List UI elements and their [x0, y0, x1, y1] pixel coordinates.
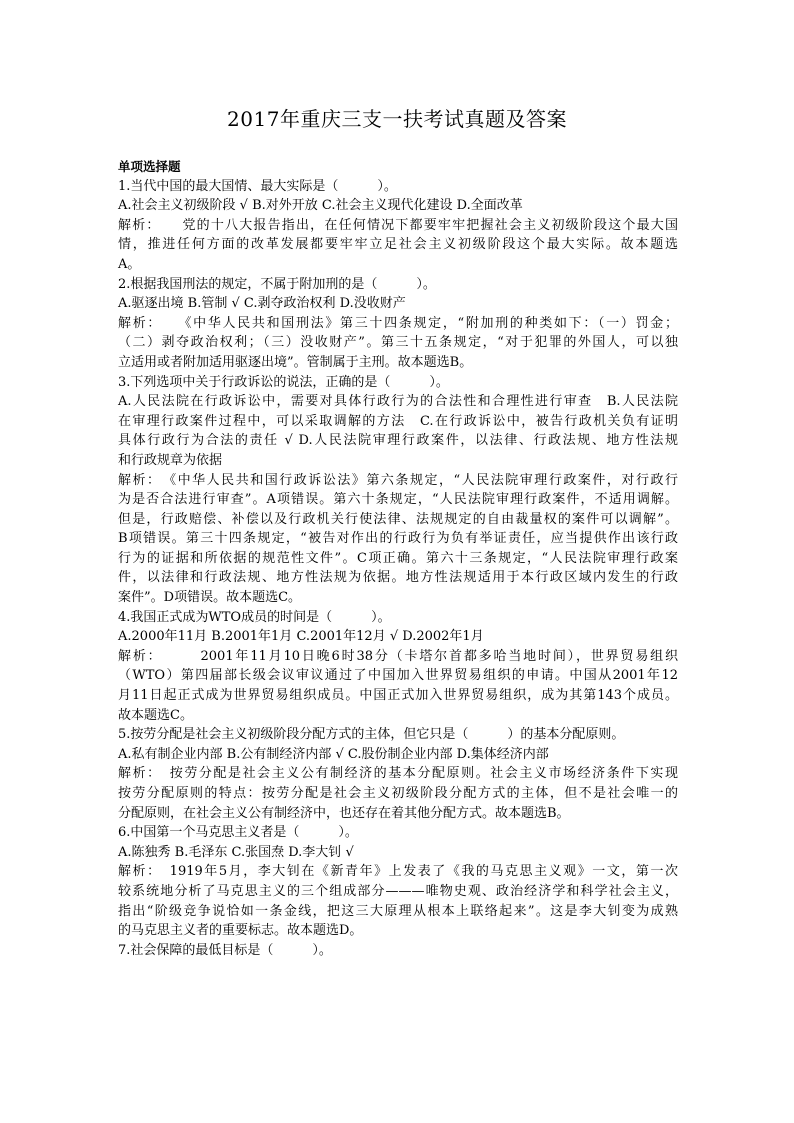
question-1-analysis: 解析： 党的十八大报告指出，在任何情况下都要牢牢把握社会主义初级阶段这个最大国 — [118, 217, 678, 233]
question-4-analysis: 解析： 2001年11月10日晚6时38分（卡塔尔首都多哈当地时间），世界贸易组织 — [118, 648, 678, 664]
question-1-options: A.社会主义初级阶段 √ B.对外开放 C.社会主义现代化建设 D.全面改革 — [118, 198, 523, 214]
question-7: 7.社会保障的最低目标是（ ）。 — [118, 942, 332, 958]
question-3-options: 在审理行政案件过程中，可以采取调解的方法 C.在行政诉讼中，被告行政机关负有证明 — [118, 413, 678, 429]
question-6: 6.中国第一个马克思主义者是（ ）。 — [118, 825, 358, 841]
question-3-analysis: 行为的证据和所依据的规范性文件”。C项正确。第六十三条规定，“人民法院审理行政案 — [118, 550, 678, 566]
question-3-options: 具体行政行为合法的责任 √ D.人民法院审理行政案件，以法律、行政法规、地方性法规 — [118, 433, 678, 449]
question-4: 4.我国正式成为WTO成员的时间是（ ）。 — [118, 609, 391, 625]
question-4-analysis: 故本题选C。 — [118, 707, 193, 723]
question-5: 5.按劳分配是社会主义初级阶段分配方式的主体，但它只是（ ）的基本分配原则。 — [118, 727, 625, 743]
question-5-analysis: 按劳分配原则的特点：按劳分配是社会主义初级阶段分配方式的主体，但不是社会唯一的 — [118, 786, 678, 801]
question-6-options: A.陈独秀 B.毛泽东 C.张国焘 D.李大钊 √ — [118, 844, 354, 860]
question-1-analysis: 情，推进任何方面的改革发展都要牢牢立足社会主义初级阶段这个最大实际。故本题选 — [118, 237, 678, 253]
question-2: 2.根据我国刑法的规定，不属于附加刑的是（ ）。 — [118, 276, 436, 292]
question-3-analysis: 为是否合法进行审查”。A项错误。第六十条规定，“人民法院审理行政案件，不适用调解。 — [118, 492, 678, 508]
question-3-analysis: 但是，行政赔偿、补偿以及行政机关行使法律、法规规定的自由裁量权的案件可以调解”。 — [118, 511, 678, 527]
question-4-analysis: （WTO）第四届部长级会议审议通过了中国加入世界贸易组织的申请。中国从2001年12 — [118, 668, 678, 684]
question-2-analysis: 解析： 《中华人民共和国刑法》第三十四条规定，“附加刑的种类如下：（一）罚金； — [118, 315, 678, 331]
question-3-analysis: B项错误。第三十四条规定，“被告对作出的行政行为负有举证责任，应当提供作出该行政 — [118, 531, 678, 547]
question-1-analysis: A。 — [118, 256, 141, 272]
question-5-analysis: 解析： 按劳分配是社会主义公有制经济的基本分配原则。社会主义市场经济条件下实现 — [118, 766, 678, 782]
question-6-analysis: 指出“阶级竞争说恰如一条金线，把这三大原理从根本上联络起来”。这是李大钊变为成熟 — [118, 903, 678, 919]
question-3-options: 和行政规章为依据 — [118, 452, 223, 468]
document-body — [118, 157, 678, 960]
question-5-options: A.私有制企业内部 B.公有制经济内部 √ C.股份制企业内部 D.集体经济内部 — [118, 746, 549, 762]
question-3-options: A.人民法院在行政诉讼中，需要对具体行政行为的合法性和合理性进行审查 B.人民法院 — [118, 394, 678, 410]
section-heading: 单项选择题 — [118, 159, 181, 174]
question-3-analysis: 件，以法律和行政法规、地方性法规为依据。地方性法规适用于本行政区域内发生的行政 — [118, 570, 678, 586]
question-2-options: A.驱逐出境 B.管制 √ C.剥夺政治权利 D.没收财产 — [118, 296, 406, 312]
question-5-analysis: 分配原则，在社会主义公有制经济中，也还存在着其他分配方式。故本题选B。 — [118, 805, 570, 821]
question-3-analysis: 案件”。D项错误。故本题选C。 — [118, 590, 302, 606]
document-title: 2017年重庆三支一扶考试真题及答案 — [227, 107, 567, 131]
question-4-options: A.2000年11月 B.2001年1月 C.2001年12月 √ D.2002年1月 — [118, 629, 484, 645]
question-6-analysis: 解析： 1919年5月，李大钊在《新青年》上发表了《我的马克思主义观》一文，第一次 — [118, 864, 678, 880]
question-6-analysis: 的马克思主义者的重要标志。故本题选D。 — [118, 923, 363, 939]
question-4-analysis: 月11日起正式成为世界贸易组织成员。中国正式加入世界贸易组织，成为其第143个成员。 — [118, 688, 678, 704]
question-2-analysis: （二）剥夺政治权利；（三）没收财产”。第三十五条规定，“对于犯罪的外国人，可以独 — [118, 335, 678, 351]
question-6-analysis: 较系统地分析了马克思主义的三个组成部分———唯物史观、政治经济学和科学社会主义， — [118, 883, 678, 899]
question-3-analysis: 解析： 《中华人民共和国行政诉讼法》第六条规定，“人民法院审理行政案件，对行政行 — [118, 472, 678, 488]
question-1: 1.当代中国的最大国情、最大实际是（ ）。 — [118, 178, 397, 194]
question-2-analysis: 立适用或者附加适用驱逐出境”。管制属于主刑。故本题选B。 — [118, 354, 473, 370]
question-3: 3.下列选项中关于行政诉讼的说法，正确的是（ ）。 — [118, 374, 449, 390]
